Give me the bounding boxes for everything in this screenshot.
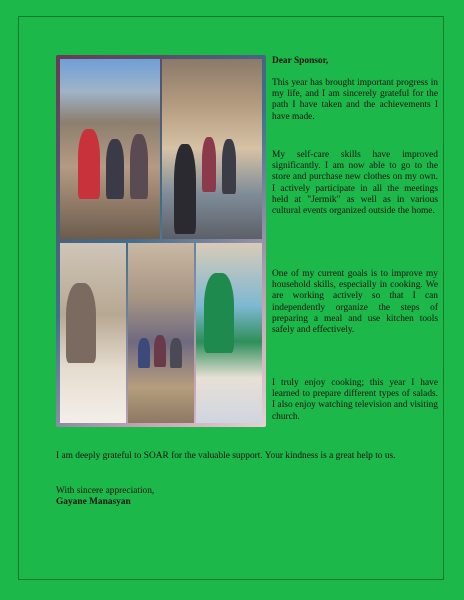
photo-collage	[56, 55, 266, 427]
photo-group-outdoor-bench	[60, 59, 160, 239]
photo-woman-cooking	[60, 243, 126, 423]
letter-closing: With sincere appreciation,	[56, 486, 155, 496]
photo-woman-walking-courtyard	[162, 59, 262, 239]
photo-group-indoor-room	[128, 243, 194, 423]
letter-greeting: Dear Sponsor,	[272, 56, 329, 66]
photo-woman-green-shirt	[196, 243, 262, 423]
letter-paragraph-4: I truly enjoy cooking; this year I have learned to prepare different types of salads. I also enjoy watching television and visiting church.	[272, 378, 438, 422]
letter-paragraph-3: One of my current goals is to improve my household skills, especially in cooking. We are working actively so that I can independently organize the steps of preparing a meal and use kitchen tools safely and effectively.	[272, 269, 438, 336]
letter-paragraph-5: I am deeply grateful to SOAR for the valuable support. Your kindness is a great help to us.	[56, 451, 396, 461]
letter-paragraph-1: This year has brought important progress in my life, and I am sincerely grateful for the path I have taken and the achievements I have made.	[272, 78, 438, 122]
letter-paragraph-2: My self-care skills have improved significantly. I am now able to go to the store and purchase new clothes on my own. I actively participate in all the meetings held at "Jermik" as well as in various cultural events organized outside the home.	[272, 150, 438, 217]
letter-signature: Gayane Manasyan	[56, 497, 131, 507]
